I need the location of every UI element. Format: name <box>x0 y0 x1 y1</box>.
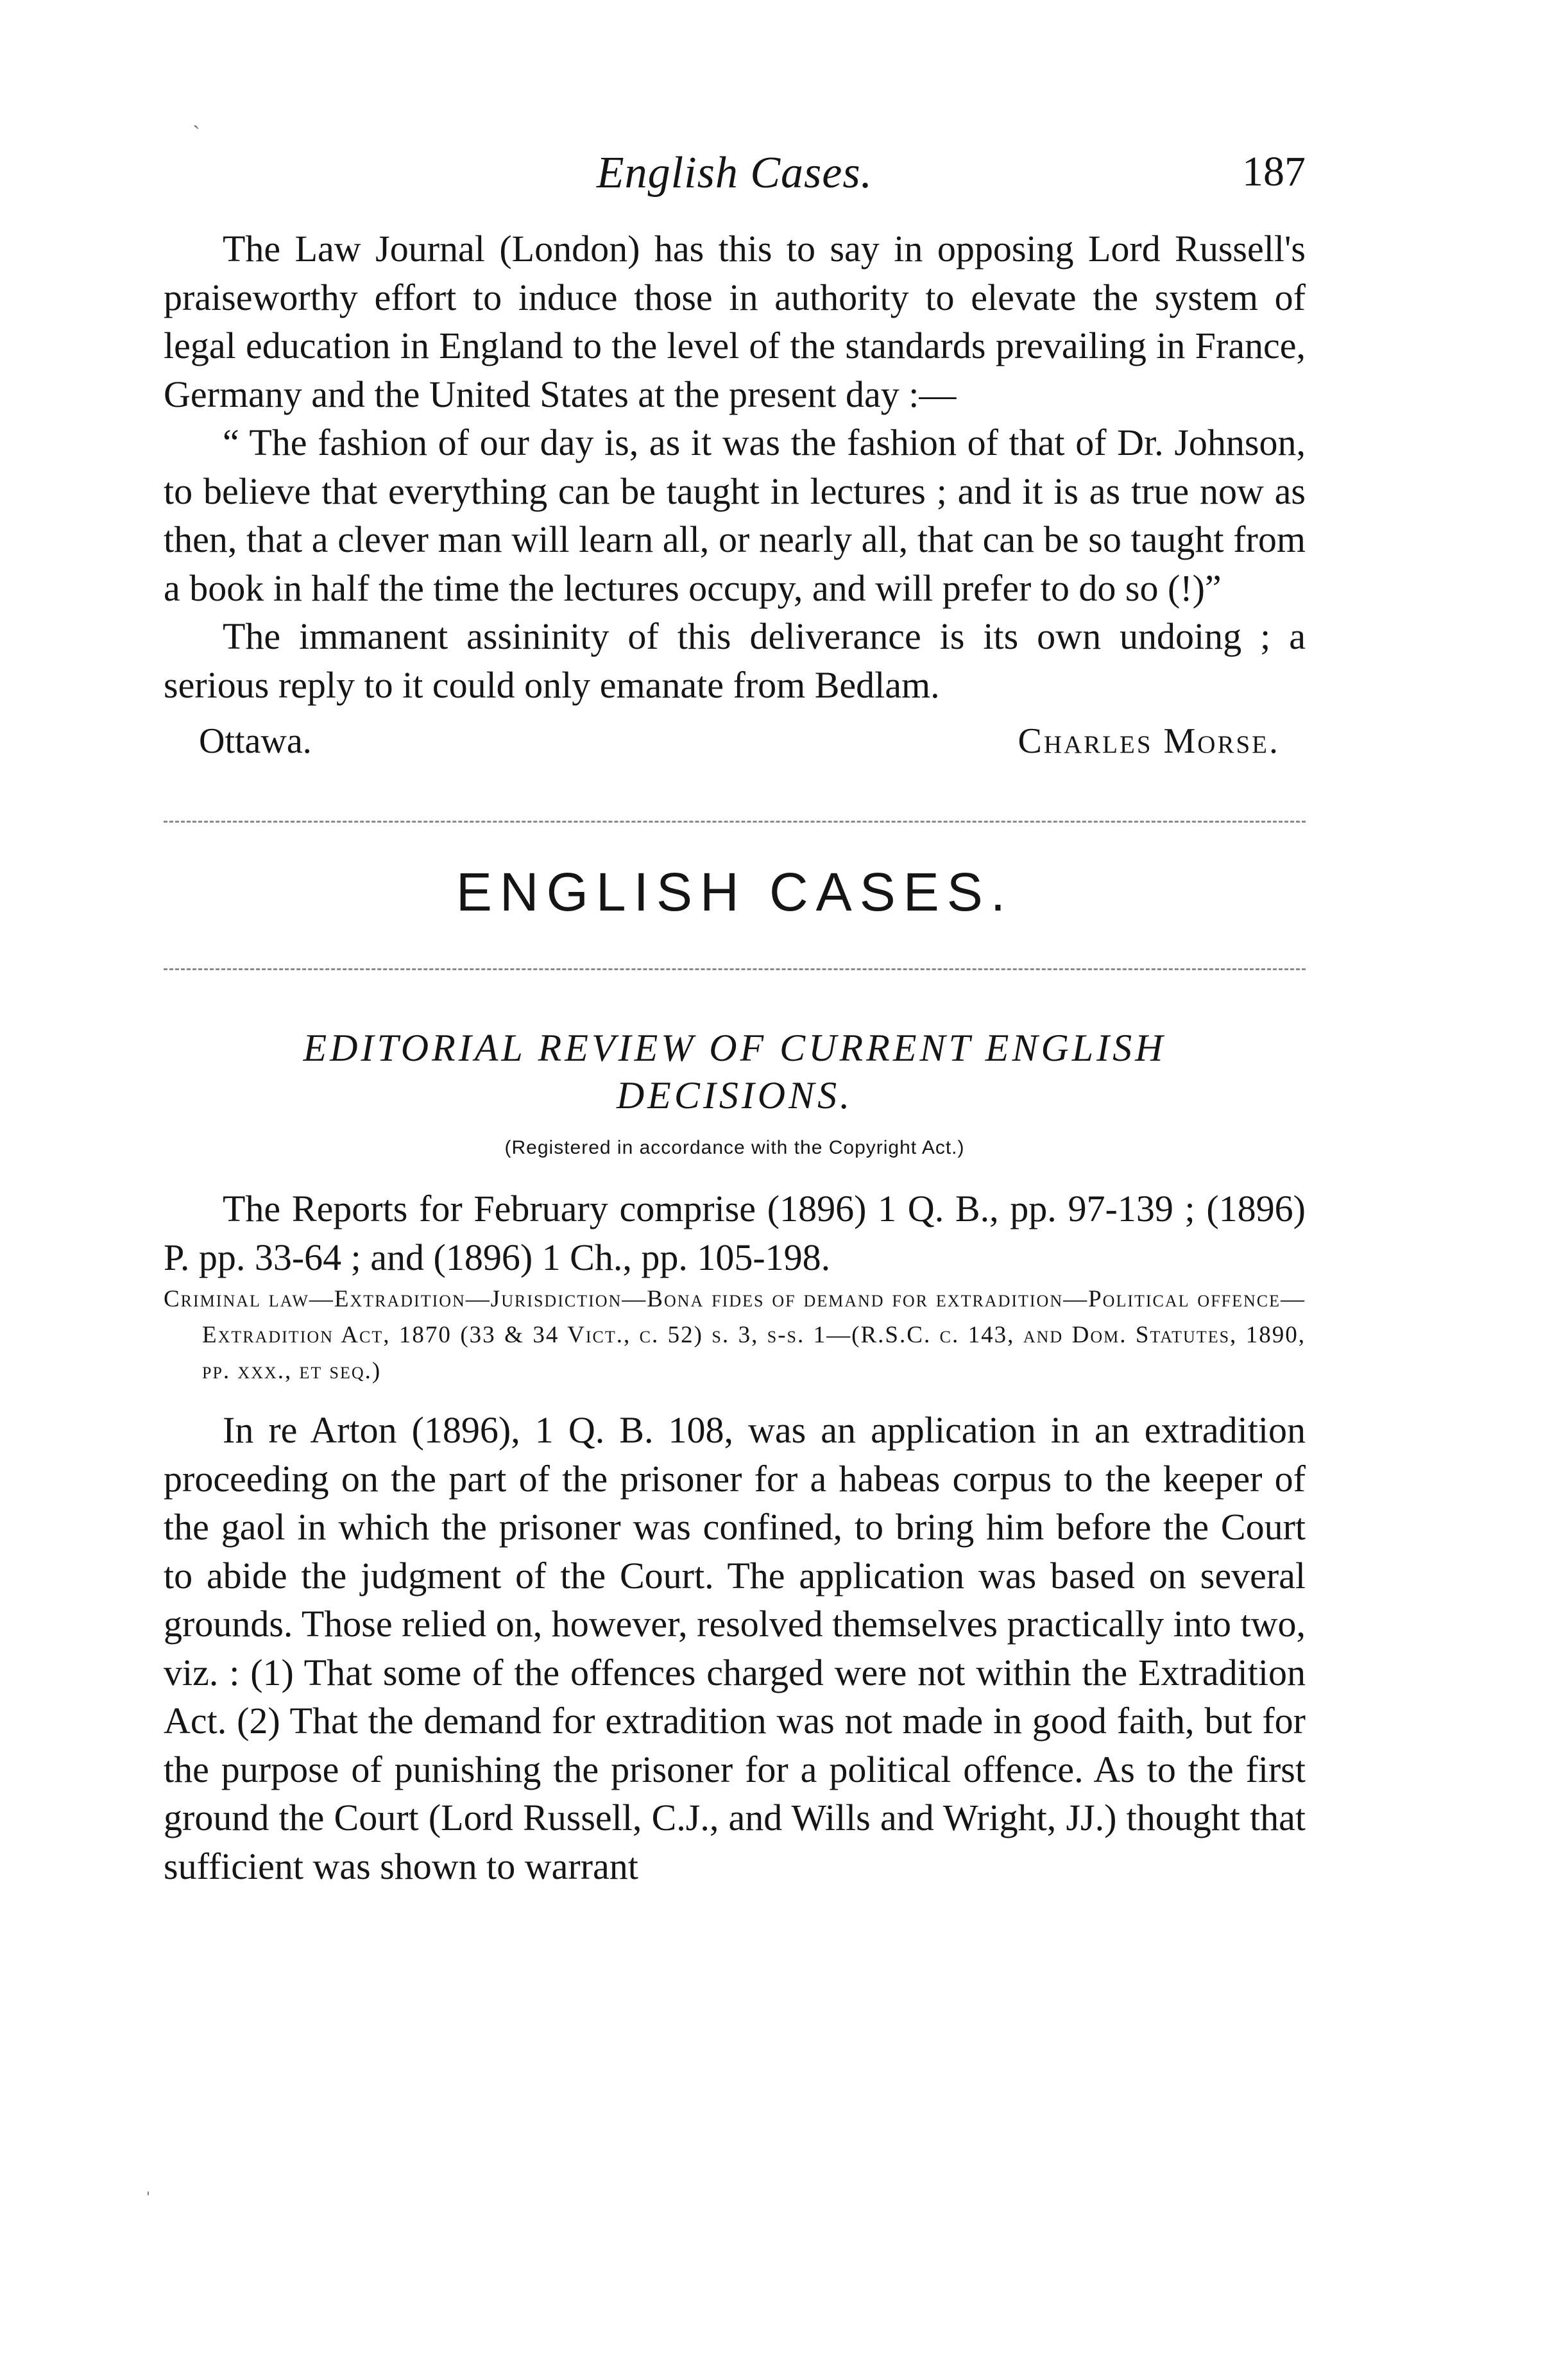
response-paragraph: The immanent assininity of this deliverance is its own undoing ; a serious reply to it could only emanate from Bedlam. <box>164 615 1306 706</box>
editorial-title-line-2: DECISIONS. <box>616 1074 853 1117</box>
reports-paragraph: The Reports for February comprise (1896) 1 Q. B., pp. 97-139 ; (1896) P. pp. 33-64 ; and (1896) 1 Ch., pp. 105-198. <box>164 1188 1306 1278</box>
copyright-note: (Registered in accordance with the Copyright Act.) <box>504 1137 965 1158</box>
signature-place: Ottawa. <box>199 721 312 761</box>
running-title: English Cases. <box>596 148 873 198</box>
signature-name: Charles Morse. <box>1018 721 1280 761</box>
running-head <box>164 148 1306 225</box>
quotation-paragraph: “ The fashion of our day is, as it was the fashion of that of Dr. Johnson, to believe that everything can be taught in lectures ; and it is as true now as then, that a clever man will learn all, or nearly all, that can be so taught from a book in half the time the lectures occupy, and will prefer to do so (!)” <box>164 422 1306 609</box>
case-heading: Criminal law—Extradition—Jurisdiction—Bona fides of demand for extradition—Political offence—Extradition Act, 1870 (33 & 34 Vict., c. 52) s. 3, s-s. 1—(R.S.C. c. 143, and Dom. Statutes, 1890, pp. xxx., et seq.) <box>164 1286 1306 1384</box>
section-divider-bottom <box>164 968 1306 970</box>
stray-mark: ˏ <box>192 103 200 129</box>
section-divider-top <box>164 821 1306 823</box>
editorial-title <box>164 1024 1306 1119</box>
case-body: In re Arton (1896), 1 Q. B. 108, was an application in an extradition proceeding on the part of the prisoner for a habeas corpus to the keeper of the gaol in which the prisoner was confined, to bring him before the Court to abide the judgment of the Court. The application was based on several grounds. Those relied on, however, resolved themselves practically into two, viz. : (1) That some of the offences charged were not within the Extradition Act. (2) That the demand for extradition was not made in good faith, but for the purpose of punishing the prisoner for a political offence. As to the first ground the Court (Lord Russell, C.J., and Wills and Wright, JJ.) thought that sufficient was shown to warrant <box>164 1409 1306 1887</box>
editorial-title-line-1: EDITORIAL REVIEW OF CURRENT ENGLISH <box>303 1027 1166 1069</box>
section-title: ENGLISH CASES. <box>456 862 1014 922</box>
book-page <box>164 148 1306 1890</box>
intro-paragraph: The Law Journal (London) has this to say in opposing Lord Russell's praiseworthy effort to induce those in authority to elevate the system of legal education in England to the level of the standards prevailing in France, Germany and the United States at the present day :— <box>164 228 1306 415</box>
signature-line <box>164 721 1306 762</box>
stray-mark: ˌ <box>144 2170 152 2195</box>
page-number: 187 <box>1242 148 1306 195</box>
